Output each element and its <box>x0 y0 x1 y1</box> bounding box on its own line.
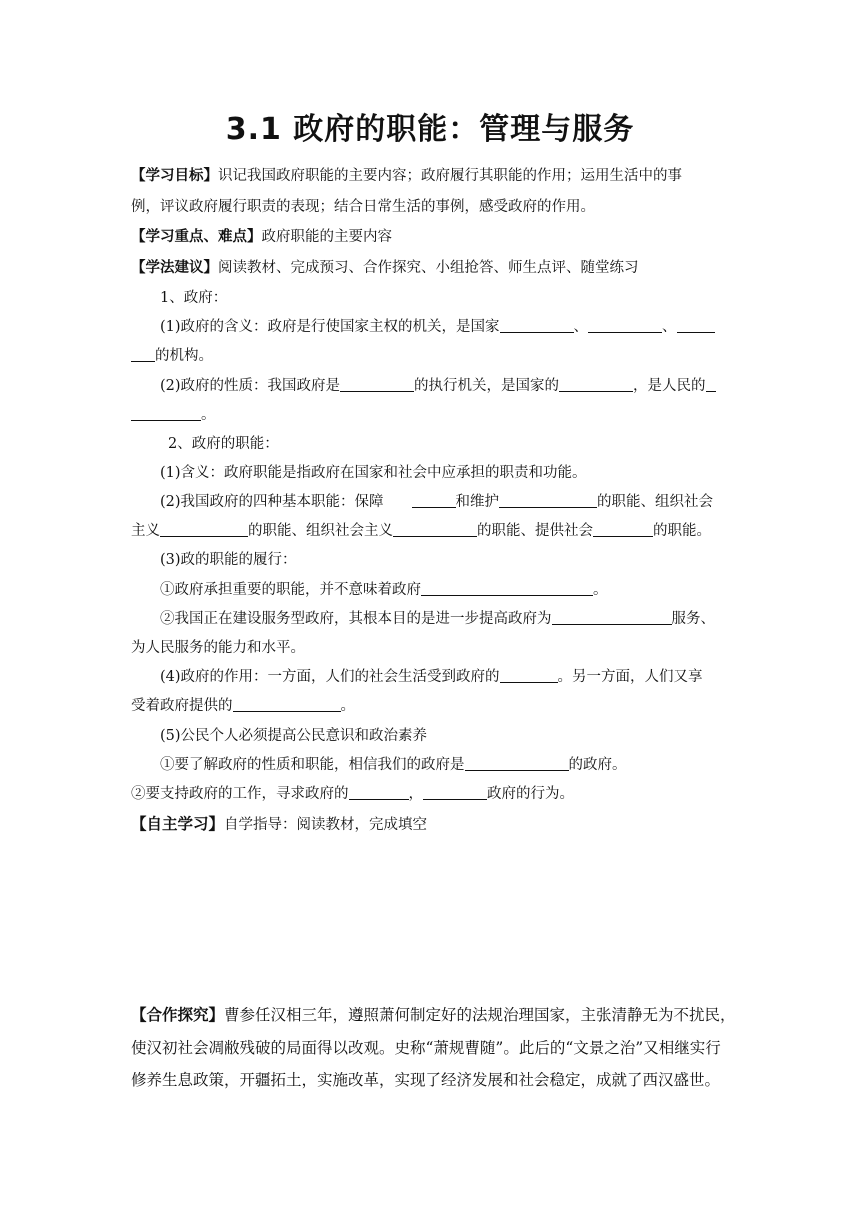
text: (2)我国政府的四种基本职能：保障 <box>160 494 384 510</box>
fulfillment-point-2 <box>160 609 715 629</box>
text: ②我国正在建设服务型政府，其根本目的是进一步提高政府为 <box>160 611 552 627</box>
text: 的职能。 <box>653 523 711 539</box>
learning-goals-continued <box>131 197 595 217</box>
key-points-text: 政府职能的主要内容 <box>261 229 392 245</box>
text: 。 <box>201 407 216 423</box>
text: (1)政府的含义：政府是行使国家主权的机关，是国家 <box>160 319 500 335</box>
learning-goals <box>131 166 682 186</box>
fill-blank[interactable] <box>393 522 477 537</box>
text: 、 <box>662 319 677 335</box>
fill-blank[interactable] <box>412 493 456 508</box>
text: 主义 <box>131 523 160 539</box>
text: 受着政府提供的 <box>131 698 233 714</box>
text: ①要了解政府的性质和职能，相信我们的政府是 <box>160 757 465 773</box>
fill-blank[interactable] <box>593 522 653 537</box>
self-study-text: 自学指导：阅读教材，完成填空 <box>224 817 428 833</box>
function-definition: (1)含义：政府职能是指政府在国家和社会中应承担的职责和功能。 <box>160 465 587 481</box>
cooperative-inquiry <box>131 1005 736 1025</box>
text: ①政府承担重要的职能，并不意味着政府 <box>160 582 421 598</box>
text: 的职能、组织社会主义 <box>248 523 393 539</box>
learning-goals-label: 【学习目标】 <box>131 168 218 184</box>
study-methods-text: 阅读教材、完成预习、合作探究、小组抢答、师生点评、随堂练习 <box>218 260 639 276</box>
text: 的执行机关，是国家的 <box>414 378 560 394</box>
text: 的职能、提供社会 <box>477 523 593 539</box>
function-fulfillment: (3)政的职能的履行： <box>160 552 297 568</box>
study-methods <box>131 258 639 278</box>
government-nature <box>160 376 716 396</box>
study-methods-label: 【学法建议】 <box>131 260 218 276</box>
key-points-label: 【学习重点、难点】 <box>131 229 262 245</box>
text: ②要支持政府的工作，寻求政府的 <box>131 786 349 802</box>
text: 、 <box>573 319 589 335</box>
four-functions-continued <box>131 521 711 541</box>
fill-blank[interactable] <box>131 347 155 362</box>
self-study <box>131 814 427 835</box>
text: 的职能、组织社会 <box>597 494 714 510</box>
citizen-point-2 <box>131 784 574 804</box>
fill-blank[interactable] <box>465 756 569 771</box>
key-points <box>131 227 392 247</box>
fill-blank[interactable] <box>677 318 715 333</box>
fill-blank[interactable] <box>423 785 487 800</box>
text: 服务、 <box>671 611 715 627</box>
government-definition-continued <box>131 346 213 366</box>
fill-blank[interactable] <box>588 318 662 333</box>
fill-blank[interactable] <box>233 697 341 712</box>
government-role-continued <box>131 696 355 716</box>
cooperative-inquiry-label: 【合作探究】 <box>131 1006 225 1024</box>
text: 政府的行为。 <box>487 786 574 802</box>
text: ， <box>408 786 423 802</box>
fill-blank[interactable] <box>500 668 558 683</box>
page-title: 3.1 政府的职能：管理与服务 <box>225 112 635 147</box>
text: 。 <box>593 582 608 598</box>
section-1-heading: 1、政府： <box>160 290 228 306</box>
text: 。另一方面，人们又享 <box>557 669 703 685</box>
text: 和维护 <box>455 494 500 510</box>
government-role <box>160 667 703 687</box>
citizen-awareness: (5)公民个人必须提高公民意识和政治素养 <box>160 728 428 744</box>
text: (2)政府的性质：我国政府是 <box>160 378 341 394</box>
government-definition <box>160 317 715 337</box>
text: 。 <box>340 698 355 714</box>
text: 的机构。 <box>155 348 213 364</box>
fill-blank[interactable] <box>340 377 414 392</box>
four-functions <box>160 492 713 512</box>
fill-blank[interactable] <box>131 406 201 421</box>
government-nature-continued <box>131 405 216 425</box>
fill-blank[interactable] <box>706 377 716 392</box>
section-2-heading: 2、政府的职能： <box>168 436 279 452</box>
fulfillment-point-2-continued: 为人民服务的能力和水平。 <box>131 640 305 656</box>
fill-blank[interactable] <box>499 493 597 508</box>
self-study-label: 【自主学习】 <box>131 815 225 833</box>
learning-goals-text-1: 识记我国政府职能的主要内容；政府履行其职能的作用；运用生活中的事 <box>218 168 682 184</box>
text: (4)政府的作用：一方面，人们的社会生活受到政府的 <box>160 669 500 685</box>
fill-blank[interactable] <box>421 581 593 596</box>
text: 的政府。 <box>568 757 627 773</box>
cooperative-inquiry-text-1: 曹参任汉相三年，遵照萧何制定好的法规治理国家，主张清静无为不扰民， <box>224 1006 736 1024</box>
fill-blank[interactable] <box>349 785 409 800</box>
citizen-point-1 <box>160 755 627 775</box>
cooperative-inquiry-continued-2: 修养生息政策，开疆拓土，实施改革，实现了经济发展和社会稳定，成就了西汉盛世。 <box>131 1071 721 1089</box>
text: ，是人民的 <box>633 378 706 394</box>
fill-blank[interactable] <box>552 610 672 625</box>
fulfillment-point-1 <box>160 580 608 600</box>
learning-goals-text-2: 例，评议政府履行职责的表现；结合日常生活的事例，感受政府的作用。 <box>131 199 595 215</box>
fill-blank[interactable] <box>160 522 248 537</box>
cooperative-inquiry-continued-1: 使汉初社会凋敝残破的局面得以改观。史称“萧规曹随”。此后的“文景之治”又相继实行 <box>131 1039 721 1057</box>
fill-blank[interactable] <box>559 377 633 392</box>
fill-blank[interactable] <box>500 318 574 333</box>
